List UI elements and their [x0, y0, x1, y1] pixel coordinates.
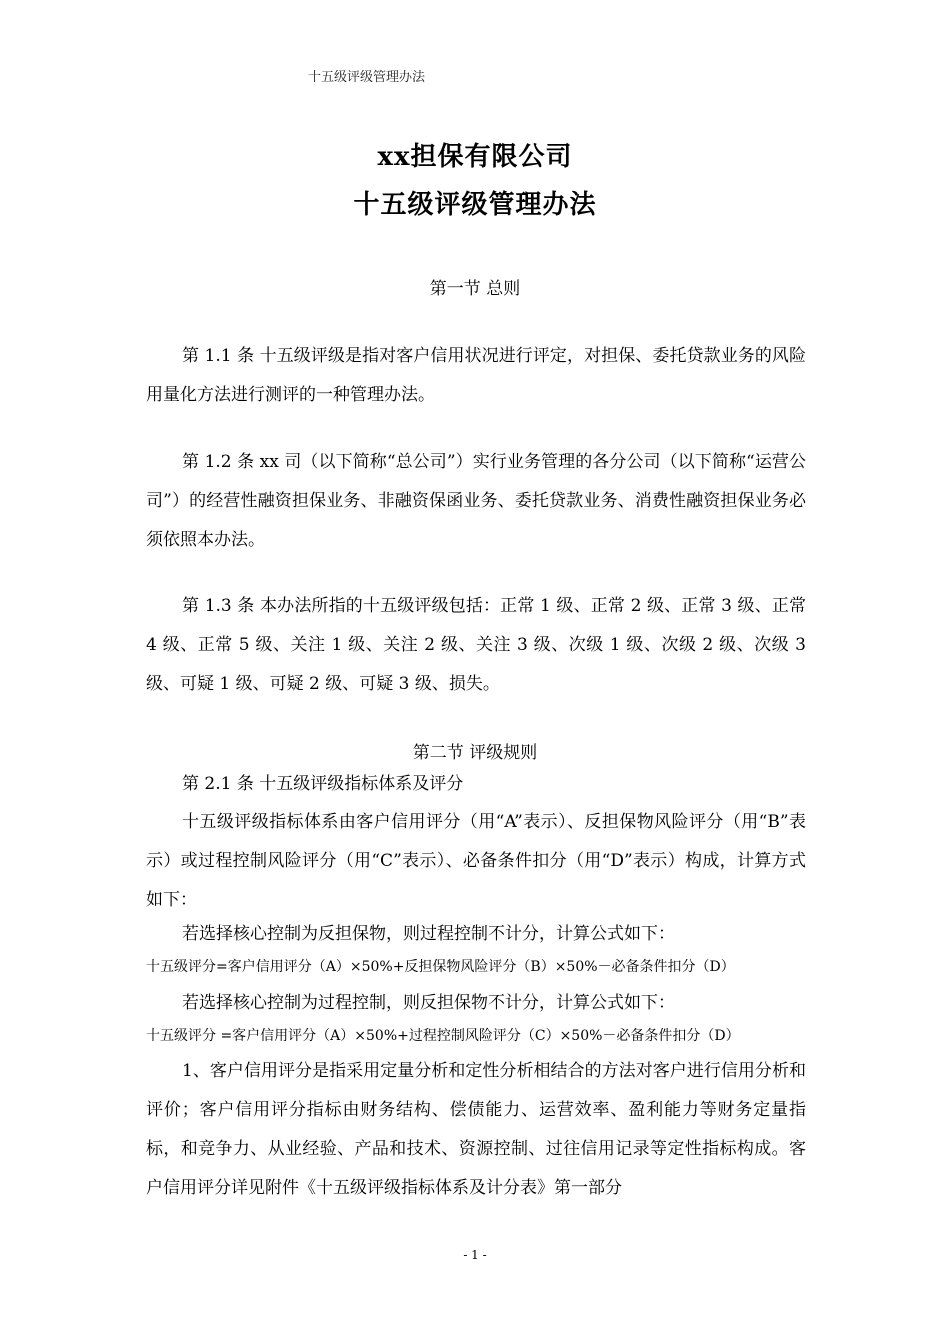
rating-system-paragraph: 十五级评级指标体系由客户信用评分（用“A”表示）、反担保物风险评分（用“B”表示）或过程控制风险评分（用“C”表示）、必备条件扣分（用“D”表示）构成，计算方式如下： — [146, 812, 806, 910]
section-heading-1: 第一节 总则 — [429, 279, 521, 299]
page-number: - 1 - — [463, 1248, 487, 1262]
case-collateral-paragraph: 若选择核心控制为反担保物，则过程控制不计分，计算公式如下： — [182, 924, 675, 944]
article-2-1-heading: 第 2.1 条 十五级评级指标体系及评分 — [182, 774, 464, 794]
running-header: 十五级评级管理办法 — [308, 70, 426, 85]
document-title — [0, 133, 950, 229]
case-process-paragraph: 若选择核心控制为过程控制，则反担保物不计分，计算公式如下： — [182, 993, 675, 1013]
article-1-1: 第 1.1 条 十五级评级是指对客户信用状况进行评定，对担保、委托贷款业务的风险用量化方法进行测评的一种管理办法。 — [146, 346, 806, 405]
formula-process: 十五级评分 =客户信用评分（A）×50%+过程控制风险评分（C）×50%－必备条件扣分（D） — [146, 1028, 740, 1044]
title-document: 十五级评级管理办法 — [353, 190, 597, 220]
credit-score-paragraph: 1、客户信用评分是指采用定量分析和定性分析相结合的方法对客户进行信用分析和评价；客户信用评分指标由财务结构、偿债能力、运营效率、盈利能力等财务定量指标，和竞争力、从业经验、产品和技术、资源控制、过往信用记录等定性指标构成。客户信用评分详见附件《十五级评级指标体系及计分表》第一部分 — [146, 1061, 806, 1198]
section-heading-2: 第二节 评级规则 — [412, 743, 538, 763]
article-1-2: 第 1.2 条 xx 司（以下简称“总公司”）实行业务管理的各分公司（以下简称“运营公司”）的经营性融资担保业务、非融资保函业务、委托贷款业务、消费性融资担保业务必须依照本办法。 — [146, 452, 806, 550]
title-company: xx担保有限公司 — [377, 142, 573, 172]
article-1-3: 第 1.3 条 本办法所指的十五级评级包括：正常 1 级、正常 2 级、正常 3 级、正常 4 级、正常 5 级、关注 1 级、关注 2 级、关注 3 级、次级 1 级、次级 2 级、次级 3 级、可疑 1 级、可疑 2 级、可疑 3 级、损失。 — [146, 596, 806, 694]
formula-collateral: 十五级评分=客户信用评分（A）×50%+反担保物风险评分（B）×50%－必备条件扣分（D） — [146, 959, 735, 975]
